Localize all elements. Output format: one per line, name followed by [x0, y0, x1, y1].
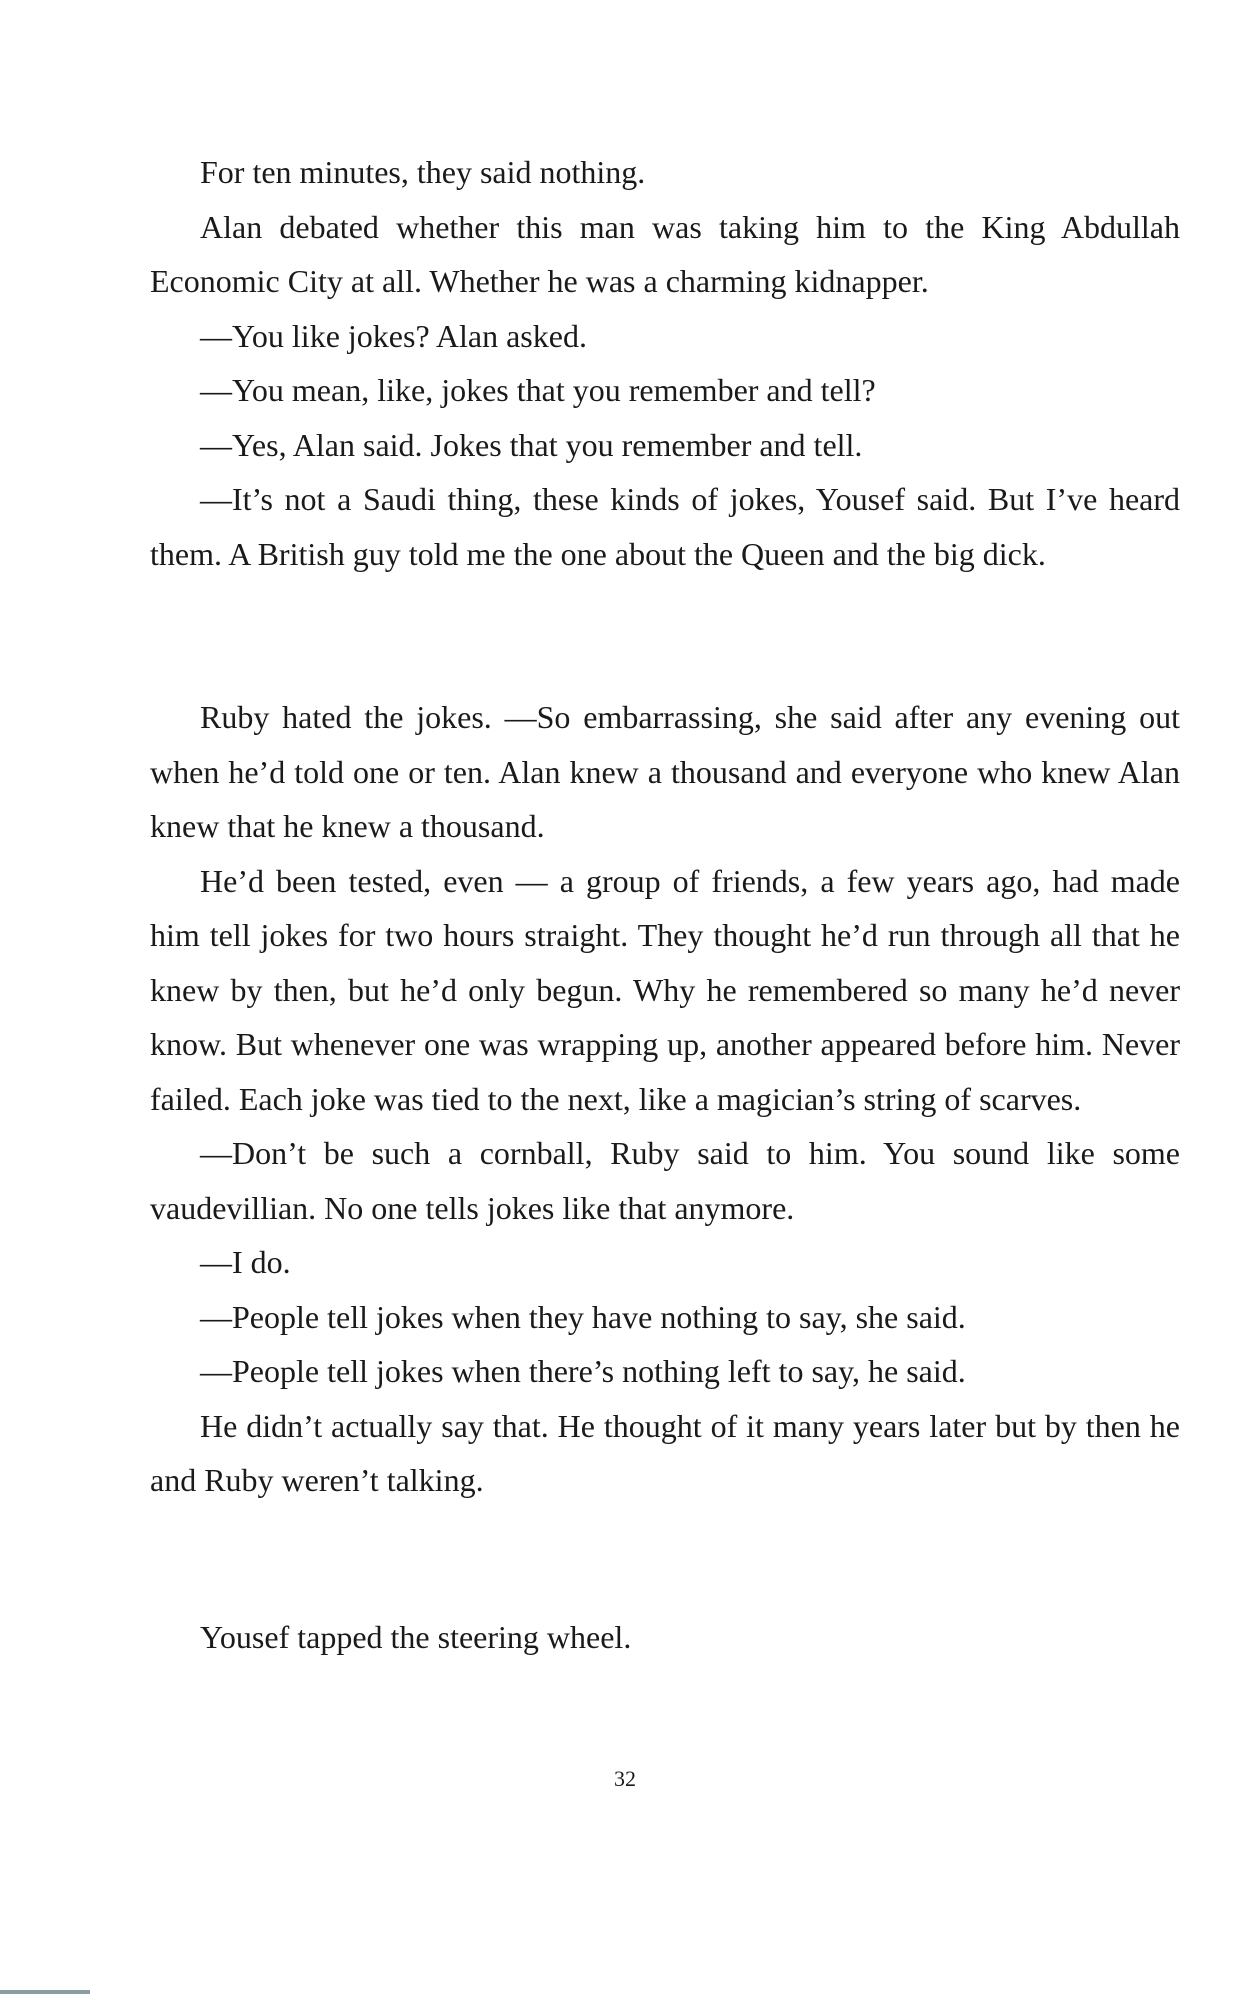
paragraph: He didn’t actually say that. He thought of it many years later but by then he and Ruby weren’t talking.	[150, 1407, 1180, 1498]
page-number: 32	[614, 1766, 636, 1791]
section-2	[150, 690, 1180, 1508]
paragraph: —Don’t be such a cornball, Ruby said to him. You sound like some vaudevillian. No one tells jokes like that anymore.	[150, 1135, 1180, 1226]
paragraph: He’d been tested, even — a group of friends, a few years ago, had made him tell jokes for two hours straight. They thought he’d run through all that he knew by then, but he’d only begun. Why he remembered so many he’d never know. But whenever one was wrapping up, another appeared before him. Never failed. Each joke was tied to the next, like a magician’s string of scarves.	[150, 862, 1180, 1117]
scan-edge-mark	[0, 1990, 90, 1994]
paragraph: —People tell jokes when they have nothing to say, she said.	[200, 1298, 966, 1335]
section-3	[150, 1610, 1180, 1665]
paragraph: —People tell jokes when there’s nothing left to say, he said.	[200, 1353, 966, 1389]
paragraph: —I do.	[200, 1244, 291, 1280]
paragraph: For ten minutes, they said nothing.	[200, 154, 646, 190]
paragraph: —It’s not a Saudi thing, these kinds of jokes, Yousef said. But I’ve heard them. A British guy told me the one about the Queen and the big dick.	[150, 481, 1180, 572]
paragraph: Ruby hated the jokes. —So embarrassing, she said after any evening out when he’d told one or ten. Alan knew a thousand and everyone who knew Alan knew that he knew a thousand.	[150, 699, 1180, 844]
paragraph: Alan debated whether this man was taking him to the King Abdullah Economic City at all. Whether he was a charming kidnapper.	[150, 208, 1180, 299]
paragraph: —You mean, like, jokes that you remember and tell?	[200, 372, 876, 408]
paragraph: —You like jokes? Alan asked.	[200, 317, 587, 354]
section-1	[150, 145, 1180, 581]
paragraph: —Yes, Alan said. Jokes that you remember and tell.	[200, 426, 863, 463]
paragraph: Yousef tapped the steering wheel.	[200, 1619, 632, 1655]
